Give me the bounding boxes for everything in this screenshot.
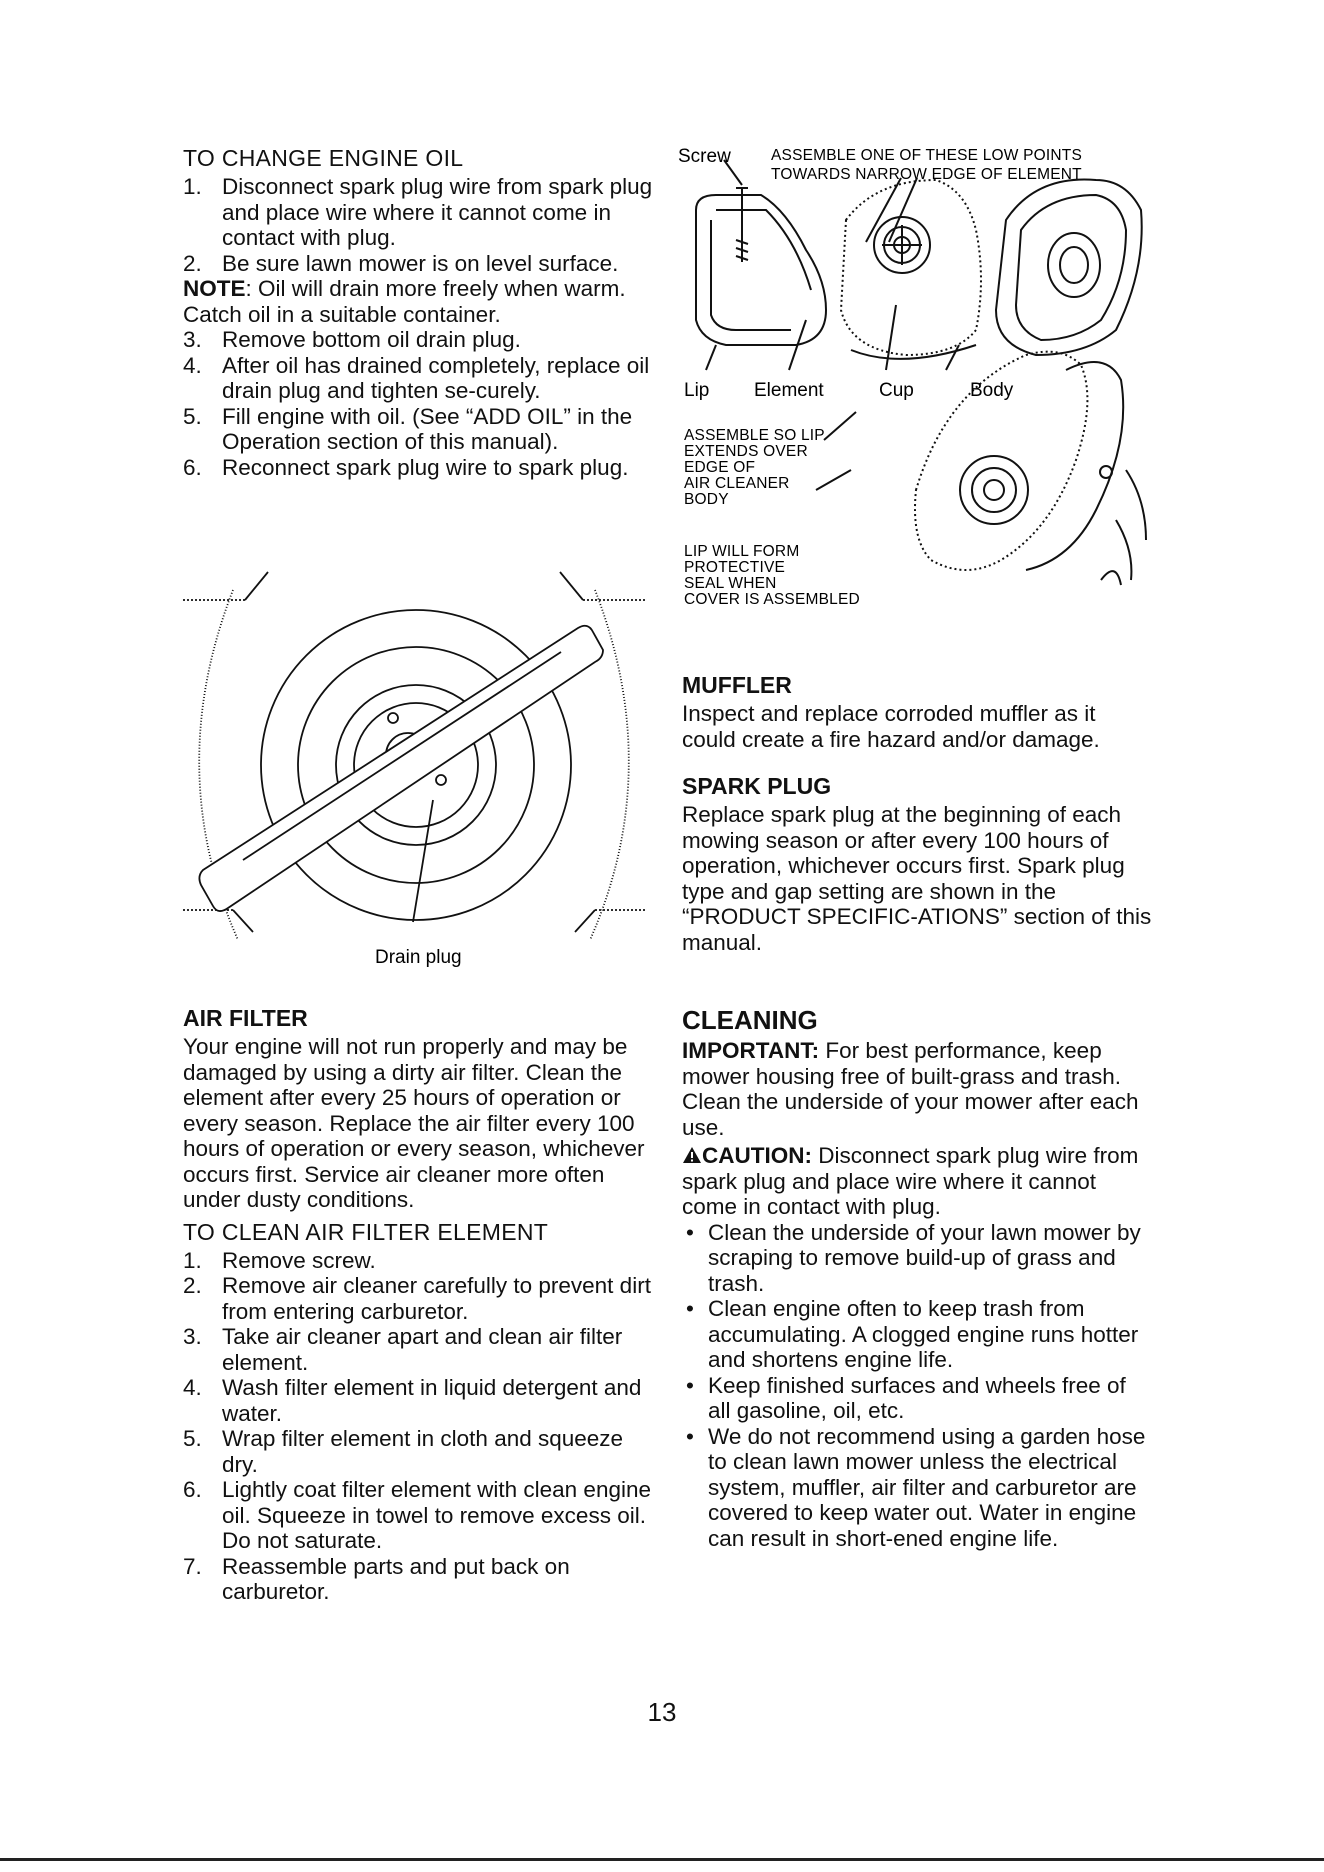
air-filter-steps	[183, 1248, 653, 1605]
cleaning-bullet: • Clean engine often to keep trash from accumulating. A clogged engine runs hotter and shortens engine life.	[686, 1296, 1139, 1372]
oil-steps-continued	[183, 327, 653, 480]
cleaning-heading: CLEANING	[682, 1005, 818, 1035]
oil-step: 4. After oil has drained completely, replace oil drain plug and tighten se-curely.	[183, 352, 650, 403]
air-filter-step: 1. Remove screw.	[183, 1247, 376, 1273]
cleaning-section	[682, 1004, 1152, 1551]
seal-note-line: COVER IS ASSEMBLED	[684, 591, 860, 608]
oil-step: 3. Remove bottom oil drain plug.	[183, 327, 521, 352]
lip-note-line: AIR CLEANER	[684, 475, 790, 492]
seal-note-line: LIP WILL FORM	[684, 543, 800, 560]
oil-steps	[183, 174, 653, 276]
air-filter-step: 7. Reassemble parts and put back on carburetor.	[183, 1553, 570, 1604]
oil-section	[183, 145, 653, 480]
oil-step: 2. Be sure lawn mower is on level surface.	[183, 250, 619, 276]
caution-note: CAUTION: Disconnect spark plug wire from spark plug and place wire where it cannot come in contact with plug.	[682, 1143, 1139, 1219]
oil-heading: TO CHANGE ENGINE OIL	[183, 145, 464, 171]
cleaning-bullet: • We do not recommend using a garden hose to clean lawn mower unless the electrical system, muffler, air filter and carburetor are covered to keep water out. Water in engine can result in short-ened engine life.	[686, 1423, 1146, 1551]
important-label: IMPORTANT:	[682, 1038, 820, 1063]
air-filter-step: 5. Wrap filter element in cloth and squeeze dry.	[183, 1426, 624, 1477]
bottom-border	[0, 1858, 1324, 1861]
clean-air-filter-subheading: TO CLEAN AIR FILTER ELEMENT	[183, 1218, 549, 1245]
air-filter-heading: AIR FILTER	[183, 1005, 308, 1031]
cup-label: Cup	[879, 380, 914, 401]
muffler-text: Inspect and replace corroded muffler as it could create a fire hazard and/or damage.	[682, 701, 1100, 752]
air-filter-exploded-diagram	[676, 140, 1156, 630]
lip-note-line: ASSEMBLE SO LIP	[684, 427, 825, 444]
oil-step: 1. Disconnect spark plug wire from spark plug and place wire where it cannot come in contact with plug.	[183, 174, 653, 250]
seal-note-line: SEAL WHEN	[684, 575, 777, 592]
air-filter-section	[183, 1004, 653, 1605]
cleaning-bullet: • Clean the underside of your lawn mower by scraping to remove build-up of grass and trash.	[686, 1219, 1141, 1296]
note-label: NOTE	[183, 276, 246, 301]
cleaning-bullet: • Keep finished surfaces and wheels free of all gasoline, oil, etc.	[686, 1372, 1126, 1423]
muffler-heading: MUFFLER	[682, 672, 792, 698]
important-note: IMPORTANT: For best performance, keep mower housing free of built-grass and trash. Clean the underside of your mower after each use.	[682, 1038, 1139, 1140]
oil-note: NOTE: Oil will drain more freely when warm. Catch oil in a suitable container.	[183, 276, 626, 327]
lip-note-line: BODY	[684, 491, 729, 508]
oil-step: 5. Fill engine with oil. (See “ADD OIL” in the Operation section of this manual).	[183, 403, 633, 454]
body-label: Body	[970, 380, 1014, 401]
air-filter-step: 3. Take air cleaner apart and clean air filter element.	[183, 1324, 623, 1375]
lip-label: Lip	[684, 380, 710, 401]
page-number: 13	[647, 1697, 677, 1727]
muffler-spark-section	[682, 671, 1152, 955]
air-filter-text: Your engine will not run properly and may be damaged by using a dirty air filter. Clean the element after every 25 hours of operation or every season. Replace the air filter every 100 hours of operation or every season, whichever occurs first. Service air cleaner more often under dusty conditions.	[183, 1034, 645, 1212]
element-label: Element	[754, 380, 824, 401]
low-points-note-line2: TOWARDS NARROW EDGE OF ELEMENT	[771, 166, 1082, 183]
drain-plug-label: Drain plug	[375, 947, 462, 968]
warning-triangle-icon	[682, 1146, 702, 1164]
caution-label: CAUTION:	[702, 1143, 812, 1168]
cleaning-bullets	[682, 1220, 1152, 1552]
seal-note-line: PROTECTIVE	[684, 559, 786, 576]
lip-note-line: EDGE OF	[684, 459, 756, 476]
screw-label: Screw	[678, 146, 731, 167]
low-points-note-line1: ASSEMBLE ONE OF THESE LOW POINTS	[771, 147, 1083, 164]
air-filter-step: 2. Remove air cleaner carefully to prevent dirt from entering carburetor.	[183, 1273, 651, 1324]
oil-step: 6. Reconnect spark plug wire to spark plug.	[183, 454, 629, 480]
spark-plug-text: Replace spark plug at the beginning of each mowing season or after every 100 hours of operation, whichever occurs first. Spark plug type and gap setting are shown in the “PRODUCT SPECIFIC-ATIONS” section of this manual.	[682, 802, 1152, 955]
air-filter-step: 6. Lightly coat filter element with clean engine oil. Squeeze in towel to remove excess oil. Do not saturate.	[183, 1477, 651, 1553]
air-filter-step: 4. Wash filter element in liquid detergent and water.	[183, 1375, 642, 1426]
spark-plug-heading: SPARK PLUG	[682, 773, 832, 799]
lip-note-line: EXTENDS OVER	[684, 443, 808, 460]
drain-plug-diagram	[183, 570, 645, 975]
